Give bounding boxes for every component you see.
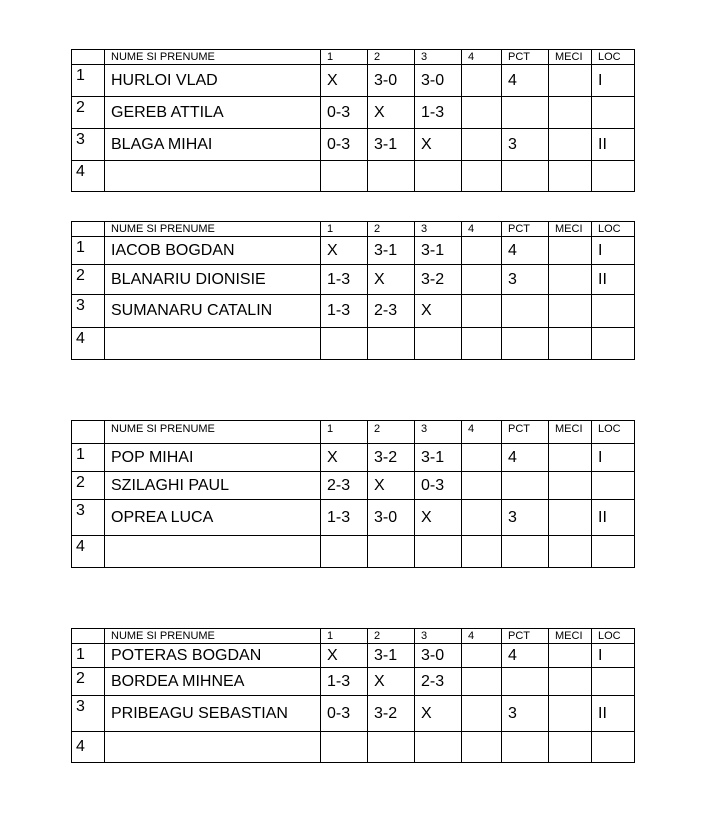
header-col-1: 1 bbox=[321, 421, 368, 444]
points bbox=[502, 536, 549, 568]
header-row bbox=[72, 629, 635, 644]
points: 3 bbox=[502, 265, 549, 295]
header-col-3: 3 bbox=[415, 421, 462, 444]
row-number: 4 bbox=[72, 161, 105, 192]
row-number: 3 bbox=[72, 129, 105, 161]
header-pct: PCT bbox=[502, 629, 549, 644]
table-row bbox=[72, 696, 635, 732]
header-row bbox=[72, 421, 635, 444]
row-number: 3 bbox=[72, 696, 105, 732]
table-row bbox=[72, 444, 635, 472]
matches bbox=[549, 328, 592, 360]
table-row bbox=[72, 65, 635, 97]
matches bbox=[549, 97, 592, 129]
header-pct: PCT bbox=[502, 50, 549, 65]
header-col-4: 4 bbox=[462, 421, 502, 444]
header-col-3: 3 bbox=[415, 50, 462, 65]
score-col-1 bbox=[321, 328, 368, 360]
player-name: POTERAS BOGDAN bbox=[105, 644, 321, 668]
points bbox=[502, 732, 549, 763]
score-col-1: 2-3 bbox=[321, 472, 368, 500]
table-row bbox=[72, 265, 635, 295]
score-col-3: X bbox=[415, 295, 462, 328]
header-col-2: 2 bbox=[368, 50, 415, 65]
header-meci: MECI bbox=[549, 629, 592, 644]
score-col-4 bbox=[462, 536, 502, 568]
score-col-4 bbox=[462, 732, 502, 763]
player-name bbox=[105, 161, 321, 192]
header-loc: LOC bbox=[592, 421, 635, 444]
score-col-3 bbox=[415, 328, 462, 360]
place: I bbox=[592, 644, 635, 668]
score-col-2: 3-1 bbox=[368, 237, 415, 265]
matches bbox=[549, 732, 592, 763]
matches bbox=[549, 237, 592, 265]
matches bbox=[549, 265, 592, 295]
place bbox=[592, 732, 635, 763]
score-col-4 bbox=[462, 696, 502, 732]
score-col-2: 3-1 bbox=[368, 129, 415, 161]
player-name: GEREB ATTILA bbox=[105, 97, 321, 129]
place: I bbox=[592, 65, 635, 97]
score-col-4 bbox=[462, 668, 502, 696]
table-row bbox=[72, 97, 635, 129]
score-col-4 bbox=[462, 472, 502, 500]
header-loc: LOC bbox=[592, 50, 635, 65]
score-col-3: X bbox=[415, 129, 462, 161]
header-pct: PCT bbox=[502, 222, 549, 237]
score-col-1: X bbox=[321, 444, 368, 472]
table-row bbox=[72, 668, 635, 696]
group-table-1 bbox=[71, 49, 635, 192]
points bbox=[502, 97, 549, 129]
header-col-2: 2 bbox=[368, 421, 415, 444]
score-col-3: 0-3 bbox=[415, 472, 462, 500]
table-row bbox=[72, 732, 635, 763]
points: 4 bbox=[502, 644, 549, 668]
points bbox=[502, 161, 549, 192]
score-col-3 bbox=[415, 536, 462, 568]
player-name: HURLOI VLAD bbox=[105, 65, 321, 97]
points: 4 bbox=[502, 444, 549, 472]
header-nr bbox=[72, 629, 105, 644]
place: II bbox=[592, 500, 635, 536]
score-col-1 bbox=[321, 732, 368, 763]
row-number: 1 bbox=[72, 644, 105, 668]
player-name: PRIBEAGU SEBASTIAN bbox=[105, 696, 321, 732]
score-col-4 bbox=[462, 644, 502, 668]
header-col-3: 3 bbox=[415, 629, 462, 644]
matches bbox=[549, 295, 592, 328]
header-pct: PCT bbox=[502, 421, 549, 444]
table-row bbox=[72, 500, 635, 536]
score-col-2: X bbox=[368, 472, 415, 500]
score-col-3: X bbox=[415, 500, 462, 536]
score-col-4 bbox=[462, 444, 502, 472]
header-name: NUME SI PRENUME bbox=[105, 421, 321, 444]
header-meci: MECI bbox=[549, 50, 592, 65]
header-loc: LOC bbox=[592, 629, 635, 644]
score-col-2: 2-3 bbox=[368, 295, 415, 328]
score-col-4 bbox=[462, 97, 502, 129]
player-name: BLANARIU DIONISIE bbox=[105, 265, 321, 295]
player-name: SZILAGHI PAUL bbox=[105, 472, 321, 500]
header-row bbox=[72, 222, 635, 237]
matches bbox=[549, 129, 592, 161]
score-col-4 bbox=[462, 237, 502, 265]
row-number: 4 bbox=[72, 536, 105, 568]
header-col-3: 3 bbox=[415, 222, 462, 237]
player-name: BORDEA MIHNEA bbox=[105, 668, 321, 696]
points: 3 bbox=[502, 500, 549, 536]
points bbox=[502, 295, 549, 328]
table-row bbox=[72, 536, 635, 568]
row-number: 3 bbox=[72, 500, 105, 536]
place: I bbox=[592, 444, 635, 472]
score-col-4 bbox=[462, 328, 502, 360]
header-col-1: 1 bbox=[321, 222, 368, 237]
table-row bbox=[72, 237, 635, 265]
place bbox=[592, 668, 635, 696]
score-col-3: 2-3 bbox=[415, 668, 462, 696]
score-col-3: 3-2 bbox=[415, 265, 462, 295]
header-col-1: 1 bbox=[321, 629, 368, 644]
points: 3 bbox=[502, 129, 549, 161]
score-col-4 bbox=[462, 129, 502, 161]
points: 4 bbox=[502, 237, 549, 265]
score-col-3: 3-1 bbox=[415, 444, 462, 472]
header-name: NUME SI PRENUME bbox=[105, 50, 321, 65]
score-col-1 bbox=[321, 161, 368, 192]
points bbox=[502, 472, 549, 500]
place: II bbox=[592, 696, 635, 732]
row-number: 4 bbox=[72, 732, 105, 763]
score-col-4 bbox=[462, 65, 502, 97]
player-name: SUMANARU CATALIN bbox=[105, 295, 321, 328]
score-col-3 bbox=[415, 161, 462, 192]
matches bbox=[549, 500, 592, 536]
header-loc: LOC bbox=[592, 222, 635, 237]
row-number: 1 bbox=[72, 444, 105, 472]
player-name: IACOB BOGDAN bbox=[105, 237, 321, 265]
row-number: 2 bbox=[72, 472, 105, 500]
group-table-4 bbox=[71, 628, 635, 763]
place: II bbox=[592, 129, 635, 161]
score-col-2: 3-0 bbox=[368, 500, 415, 536]
score-col-1: 0-3 bbox=[321, 129, 368, 161]
header-col-1: 1 bbox=[321, 50, 368, 65]
score-col-4 bbox=[462, 500, 502, 536]
place bbox=[592, 536, 635, 568]
score-col-4 bbox=[462, 295, 502, 328]
place bbox=[592, 295, 635, 328]
table-row bbox=[72, 328, 635, 360]
score-col-1: 1-3 bbox=[321, 295, 368, 328]
score-col-2: X bbox=[368, 265, 415, 295]
table-row bbox=[72, 161, 635, 192]
score-col-1: 0-3 bbox=[321, 696, 368, 732]
table-row bbox=[72, 472, 635, 500]
row-number: 4 bbox=[72, 328, 105, 360]
header-col-2: 2 bbox=[368, 629, 415, 644]
row-number: 2 bbox=[72, 265, 105, 295]
header-meci: MECI bbox=[549, 421, 592, 444]
header-row bbox=[72, 50, 635, 65]
score-col-1: X bbox=[321, 65, 368, 97]
header-col-4: 4 bbox=[462, 629, 502, 644]
header-nr bbox=[72, 222, 105, 237]
place bbox=[592, 97, 635, 129]
matches bbox=[549, 696, 592, 732]
header-col-2: 2 bbox=[368, 222, 415, 237]
matches bbox=[549, 161, 592, 192]
row-number: 3 bbox=[72, 295, 105, 328]
place bbox=[592, 472, 635, 500]
player-name: BLAGA MIHAI bbox=[105, 129, 321, 161]
score-col-3 bbox=[415, 732, 462, 763]
score-col-2 bbox=[368, 161, 415, 192]
row-number: 2 bbox=[72, 668, 105, 696]
player-name bbox=[105, 732, 321, 763]
score-col-2: 3-2 bbox=[368, 444, 415, 472]
score-col-2: X bbox=[368, 97, 415, 129]
group-table-2 bbox=[71, 221, 635, 360]
score-col-1: 0-3 bbox=[321, 97, 368, 129]
points bbox=[502, 668, 549, 696]
score-col-1: 1-3 bbox=[321, 668, 368, 696]
header-name: NUME SI PRENUME bbox=[105, 222, 321, 237]
matches bbox=[549, 644, 592, 668]
score-col-1: X bbox=[321, 644, 368, 668]
points: 3 bbox=[502, 696, 549, 732]
score-col-1: 1-3 bbox=[321, 265, 368, 295]
points: 4 bbox=[502, 65, 549, 97]
matches bbox=[549, 444, 592, 472]
row-number: 2 bbox=[72, 97, 105, 129]
place: II bbox=[592, 265, 635, 295]
header-col-4: 4 bbox=[462, 50, 502, 65]
score-col-1: X bbox=[321, 237, 368, 265]
matches bbox=[549, 536, 592, 568]
place bbox=[592, 328, 635, 360]
score-col-1 bbox=[321, 536, 368, 568]
table-row bbox=[72, 129, 635, 161]
header-nr bbox=[72, 421, 105, 444]
header-name: NUME SI PRENUME bbox=[105, 629, 321, 644]
score-col-2: X bbox=[368, 668, 415, 696]
score-col-2 bbox=[368, 328, 415, 360]
player-name: OPREA LUCA bbox=[105, 500, 321, 536]
matches bbox=[549, 472, 592, 500]
header-meci: MECI bbox=[549, 222, 592, 237]
score-col-2: 3-1 bbox=[368, 644, 415, 668]
player-name: POP MIHAI bbox=[105, 444, 321, 472]
player-name bbox=[105, 328, 321, 360]
score-col-2 bbox=[368, 732, 415, 763]
row-number: 1 bbox=[72, 65, 105, 97]
header-col-4: 4 bbox=[462, 222, 502, 237]
place bbox=[592, 161, 635, 192]
score-col-3: 3-0 bbox=[415, 65, 462, 97]
matches bbox=[549, 65, 592, 97]
points bbox=[502, 328, 549, 360]
score-col-2 bbox=[368, 536, 415, 568]
score-col-3: X bbox=[415, 696, 462, 732]
row-number: 1 bbox=[72, 237, 105, 265]
header-nr bbox=[72, 50, 105, 65]
score-col-3: 1-3 bbox=[415, 97, 462, 129]
group-table-3 bbox=[71, 420, 635, 568]
score-col-4 bbox=[462, 161, 502, 192]
score-col-4 bbox=[462, 265, 502, 295]
score-col-1: 1-3 bbox=[321, 500, 368, 536]
matches bbox=[549, 668, 592, 696]
player-name bbox=[105, 536, 321, 568]
table-row bbox=[72, 295, 635, 328]
place: I bbox=[592, 237, 635, 265]
score-col-3: 3-1 bbox=[415, 237, 462, 265]
score-col-2: 3-2 bbox=[368, 696, 415, 732]
score-col-3: 3-0 bbox=[415, 644, 462, 668]
table-row bbox=[72, 644, 635, 668]
score-col-2: 3-0 bbox=[368, 65, 415, 97]
